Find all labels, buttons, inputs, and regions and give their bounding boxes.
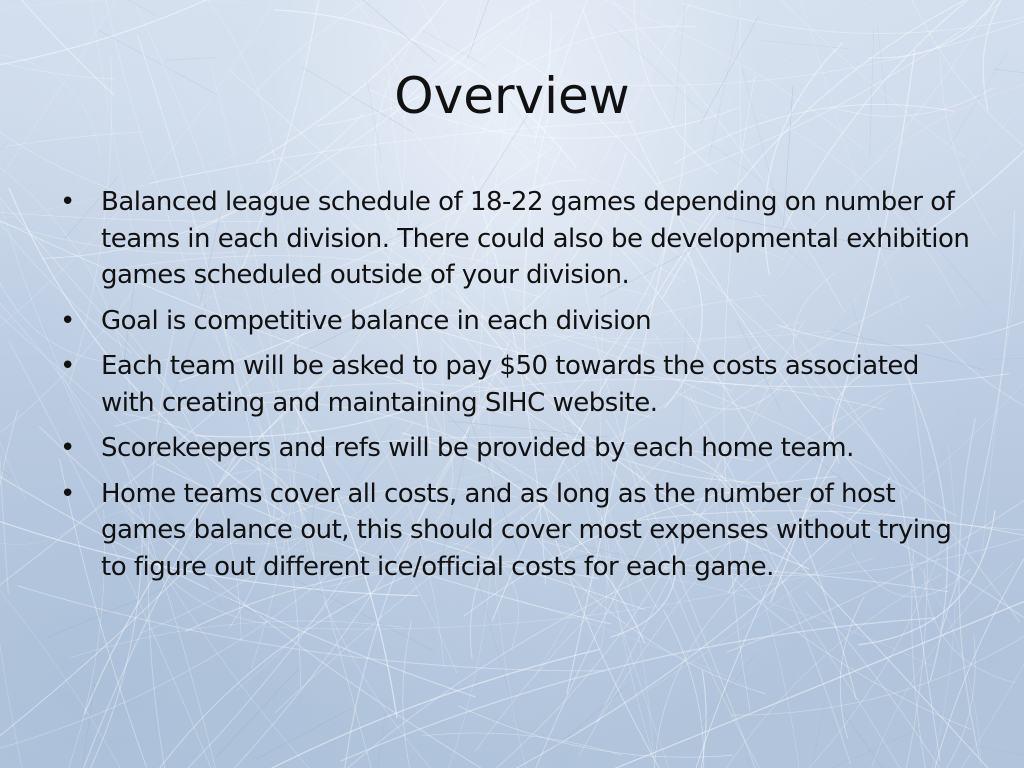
bullet-text: Goal is competitive balance in each division bbox=[101, 305, 652, 336]
bullet-text: Balanced league schedule of 18-22 games depending on number of teams in each division. There could also be developmental exhibition games scheduled outside of your division. bbox=[101, 187, 970, 290]
ice-scratch bbox=[5, 132, 144, 147]
ice-scratch bbox=[554, 683, 631, 748]
bullet-list bbox=[56, 184, 976, 594]
ice-scratch bbox=[706, 574, 942, 768]
bullet-item bbox=[56, 348, 976, 421]
ice-scratch bbox=[994, 353, 1024, 360]
ice-scratch bbox=[682, 1, 1024, 34]
slide-title: Overview bbox=[394, 67, 630, 125]
ice-scratch bbox=[812, 698, 825, 767]
bullet-item bbox=[56, 303, 976, 340]
ice-scratch bbox=[257, 708, 352, 759]
bullet-text: Scorekeepers and refs will be provided by each home team. bbox=[101, 433, 854, 463]
ice-scratch bbox=[64, 0, 157, 16]
ice-scratch bbox=[730, 575, 1024, 715]
ice-scratch bbox=[746, 757, 788, 768]
ice-scratch bbox=[0, 256, 26, 499]
ice-scratch bbox=[967, 745, 1024, 768]
ice-scratch bbox=[403, 622, 426, 768]
ice-scratch bbox=[367, 700, 388, 768]
bullet-text: Each team will be asked to pay $50 towards the costs associated with creating and maintaining SIHC website. bbox=[101, 351, 919, 418]
ice-scratch bbox=[458, 706, 733, 758]
bullet-item bbox=[56, 430, 976, 467]
bullet-item bbox=[56, 184, 976, 294]
ice-scratch bbox=[150, 122, 634, 184]
bullet-dot-icon: • bbox=[60, 478, 75, 509]
ice-scratch bbox=[654, 566, 765, 768]
ice-scratch bbox=[0, 141, 8, 224]
bullet-item bbox=[56, 476, 976, 586]
bullet-dot-icon: • bbox=[60, 433, 75, 463]
bullet-dot-icon: • bbox=[60, 187, 75, 217]
ice-scratch bbox=[0, 410, 18, 768]
ice-scratch bbox=[166, 58, 218, 61]
ice-scratch bbox=[0, 408, 13, 477]
bullet-dot-icon: • bbox=[60, 351, 75, 381]
ice-scratch bbox=[664, 610, 704, 768]
ice-scratch bbox=[71, 683, 95, 768]
ice-scratch bbox=[840, 597, 864, 739]
bullet-dot-icon: • bbox=[60, 305, 75, 336]
bullet-text: Home teams cover all costs, and as long as the number of host games balance out, this should cover most expenses without trying to figure out different ice/official costs for each game. bbox=[101, 478, 952, 582]
ice-scratch bbox=[0, 0, 247, 60]
